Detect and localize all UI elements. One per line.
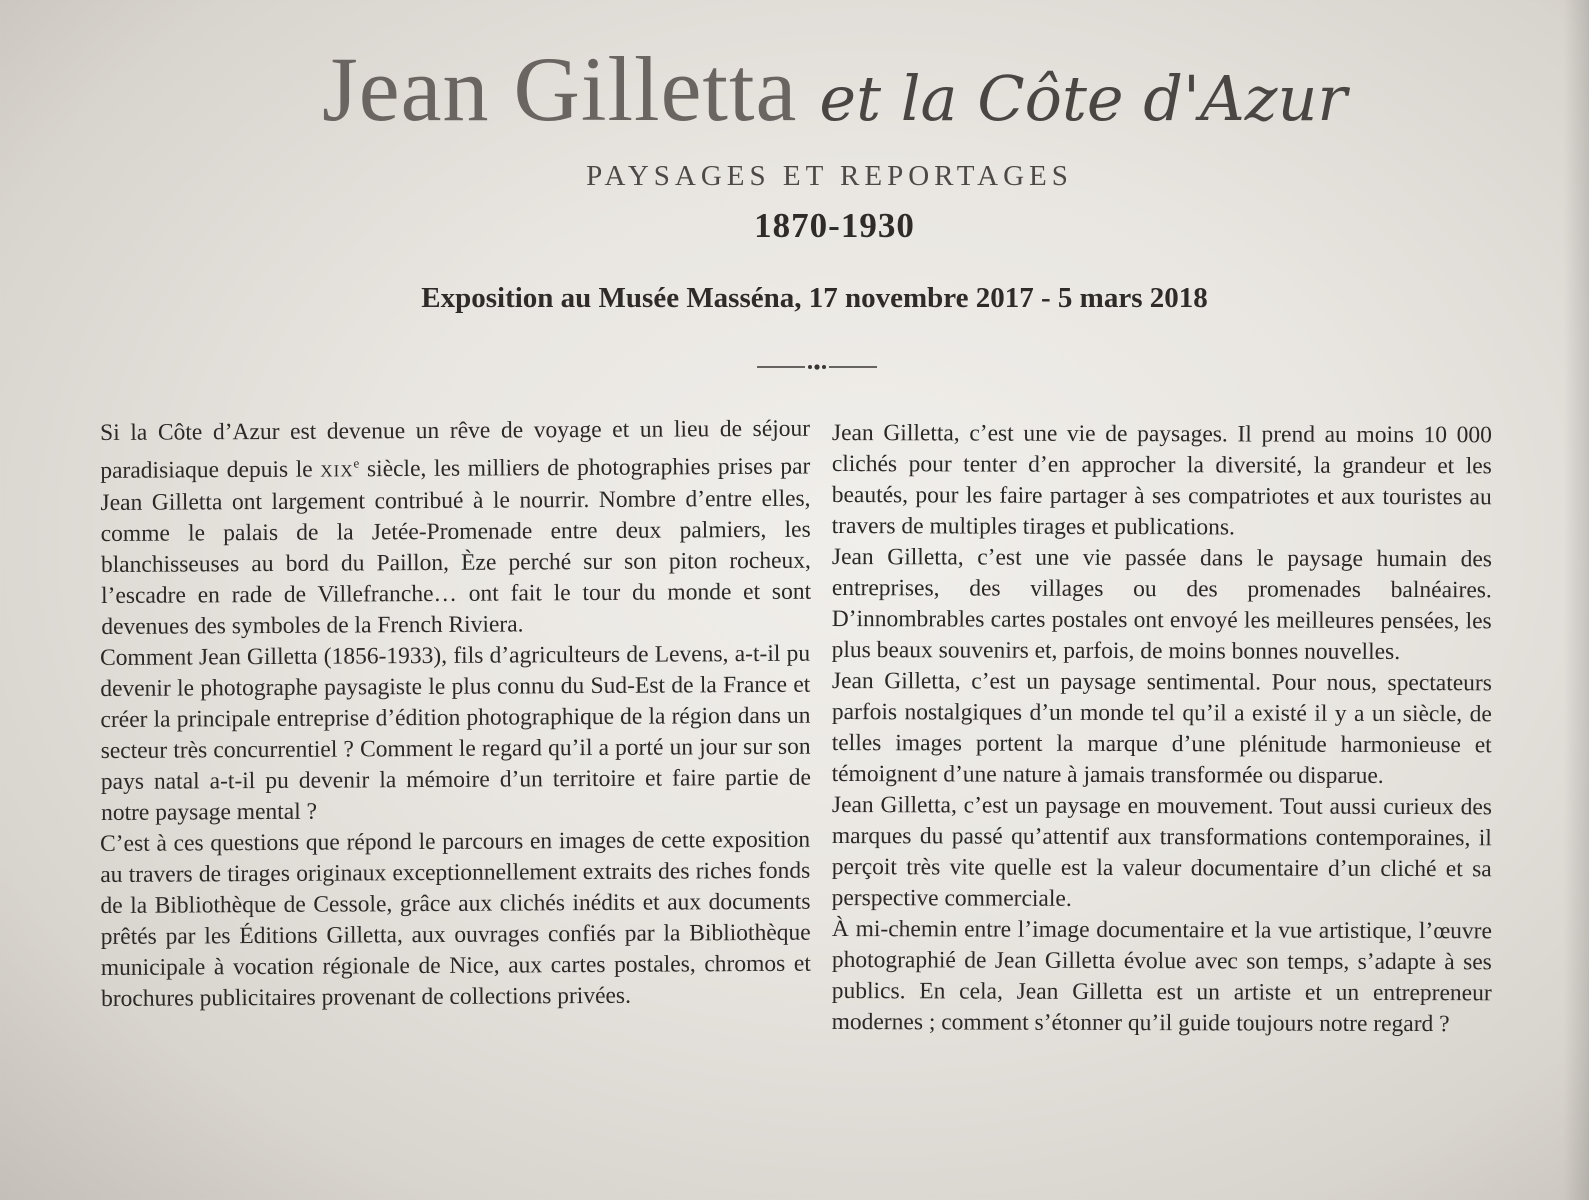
exhibition-info: Exposition au Musée Masséna, 17 novembre 2017 - 5 mars 2018: [421, 282, 1208, 314]
left-paragraph-3: C’est à ces questions que répond le parcours en images de cette exposition au travers de tirages originaux exceptionnellement extraits des riches fonds de la Bibliothèque de Cessole, grâce aux clichés inédits et aux documents prêtés par les Éditions Gilletta, aux ouvrages confiés par la Bibliothèque municipale à vocation régionale de Nice, aux cartes postales, chromos et brochures publicitaires provenant de collections privées.: [100, 826, 811, 1012]
right-column: [832, 418, 1492, 1038]
right-paragraph-4: Jean Gilletta, c’est un paysage en mouvement. Tout aussi curieux des marques du passé qu’attentif aux transformations contemporaines, il perçoit très vite quelle est la valeur documentaire d’un cliché et sa perspective commerciale.: [831, 792, 1492, 912]
subtitle: PAYSAGES ET REPORTAGES: [586, 160, 1073, 192]
ornament-divider-icon: [757, 360, 877, 374]
title-main: Jean Gilletta: [321, 38, 798, 140]
left-paragraph-1: [100, 414, 811, 643]
left-column: [100, 415, 812, 1015]
left-paragraph-2: Comment Jean Gilletta (1856-1933), fils d’agriculteurs de Levens, a-t-il pu devenir le photographe paysagiste le plus connu du Sud-Est de la France et créer la principale entreprise d’édition photographique de la région dans un secteur très concurrentiel ? Comment le regard qu’il a porté un jour sur son pays natal a-t-il pu devenir la mémoire d’un territoire et faire partie de notre paysage mental ?: [100, 640, 811, 826]
right-paragraph-3: Jean Gilletta, c’est un paysage sentimental. Pour nous, spectateurs parfois nostalgiques d’un monde tel qu’il a existé il y a un siècle, de telles images portent la marque d’une plénitude harmonieuse et témoignent d’une nature à jamais transformée ou disparue.: [831, 668, 1492, 789]
text-segment: Si la Côte d’Azur est devenue un rêve de voyage et un lieu de séjour paradisiaque depuis le: [100, 415, 811, 484]
text-segment: siècle, les milliers de photographies prises par Jean Gilletta ont largement contribué à le nourrir. Nombre d’entre elles, comme le palais de la Jetée-Promenade entre deux palmiers, les blanchisseuses au bord du Paillon, Èze perché sur son piton rocheux, l’escadre en rade de Villefranche… ont fait le tour du monde et sont devenues des symboles de la French Riviera.: [100, 453, 812, 640]
title-script: et la Côte d'Azur: [819, 62, 1348, 135]
right-paragraph-1: Jean Gilletta, c’est une vie de paysages. Il prend au moins 10 000 clichés pour tenter d’en approcher la diversité, la grandeur et les beautés, pour les faire partager à ses compatriotes et aux touristes au travers de multiples tirages et publications.: [831, 420, 1492, 541]
exhibition-title: [40, 36, 1589, 142]
century-numeral: XIX: [320, 461, 354, 481]
right-paragraph-5: À mi-chemin entre l’image documentaire et la vue artistique, l’œuvre photographié de Jean Gilletta évolue avec son temps, s’adapte à ses publics. En cela, Jean Gilletta est un artiste et un entrepreneur modernes ; comment s’étonner qu’il guide toujours notre regard ?: [831, 916, 1492, 1038]
right-paragraph-2: Jean Gilletta, c’est une vie passée dans le paysage humain des entreprises, des villages ou des promenades balnéaires. D’innombrables cartes postales ont envoyé les meilleures pensées, les plus beaux souvenirs et, parfois, de moins bonnes nouvelles.: [831, 544, 1492, 665]
date-range: 1870-1930: [754, 206, 915, 245]
century-suffix: e: [353, 455, 360, 471]
